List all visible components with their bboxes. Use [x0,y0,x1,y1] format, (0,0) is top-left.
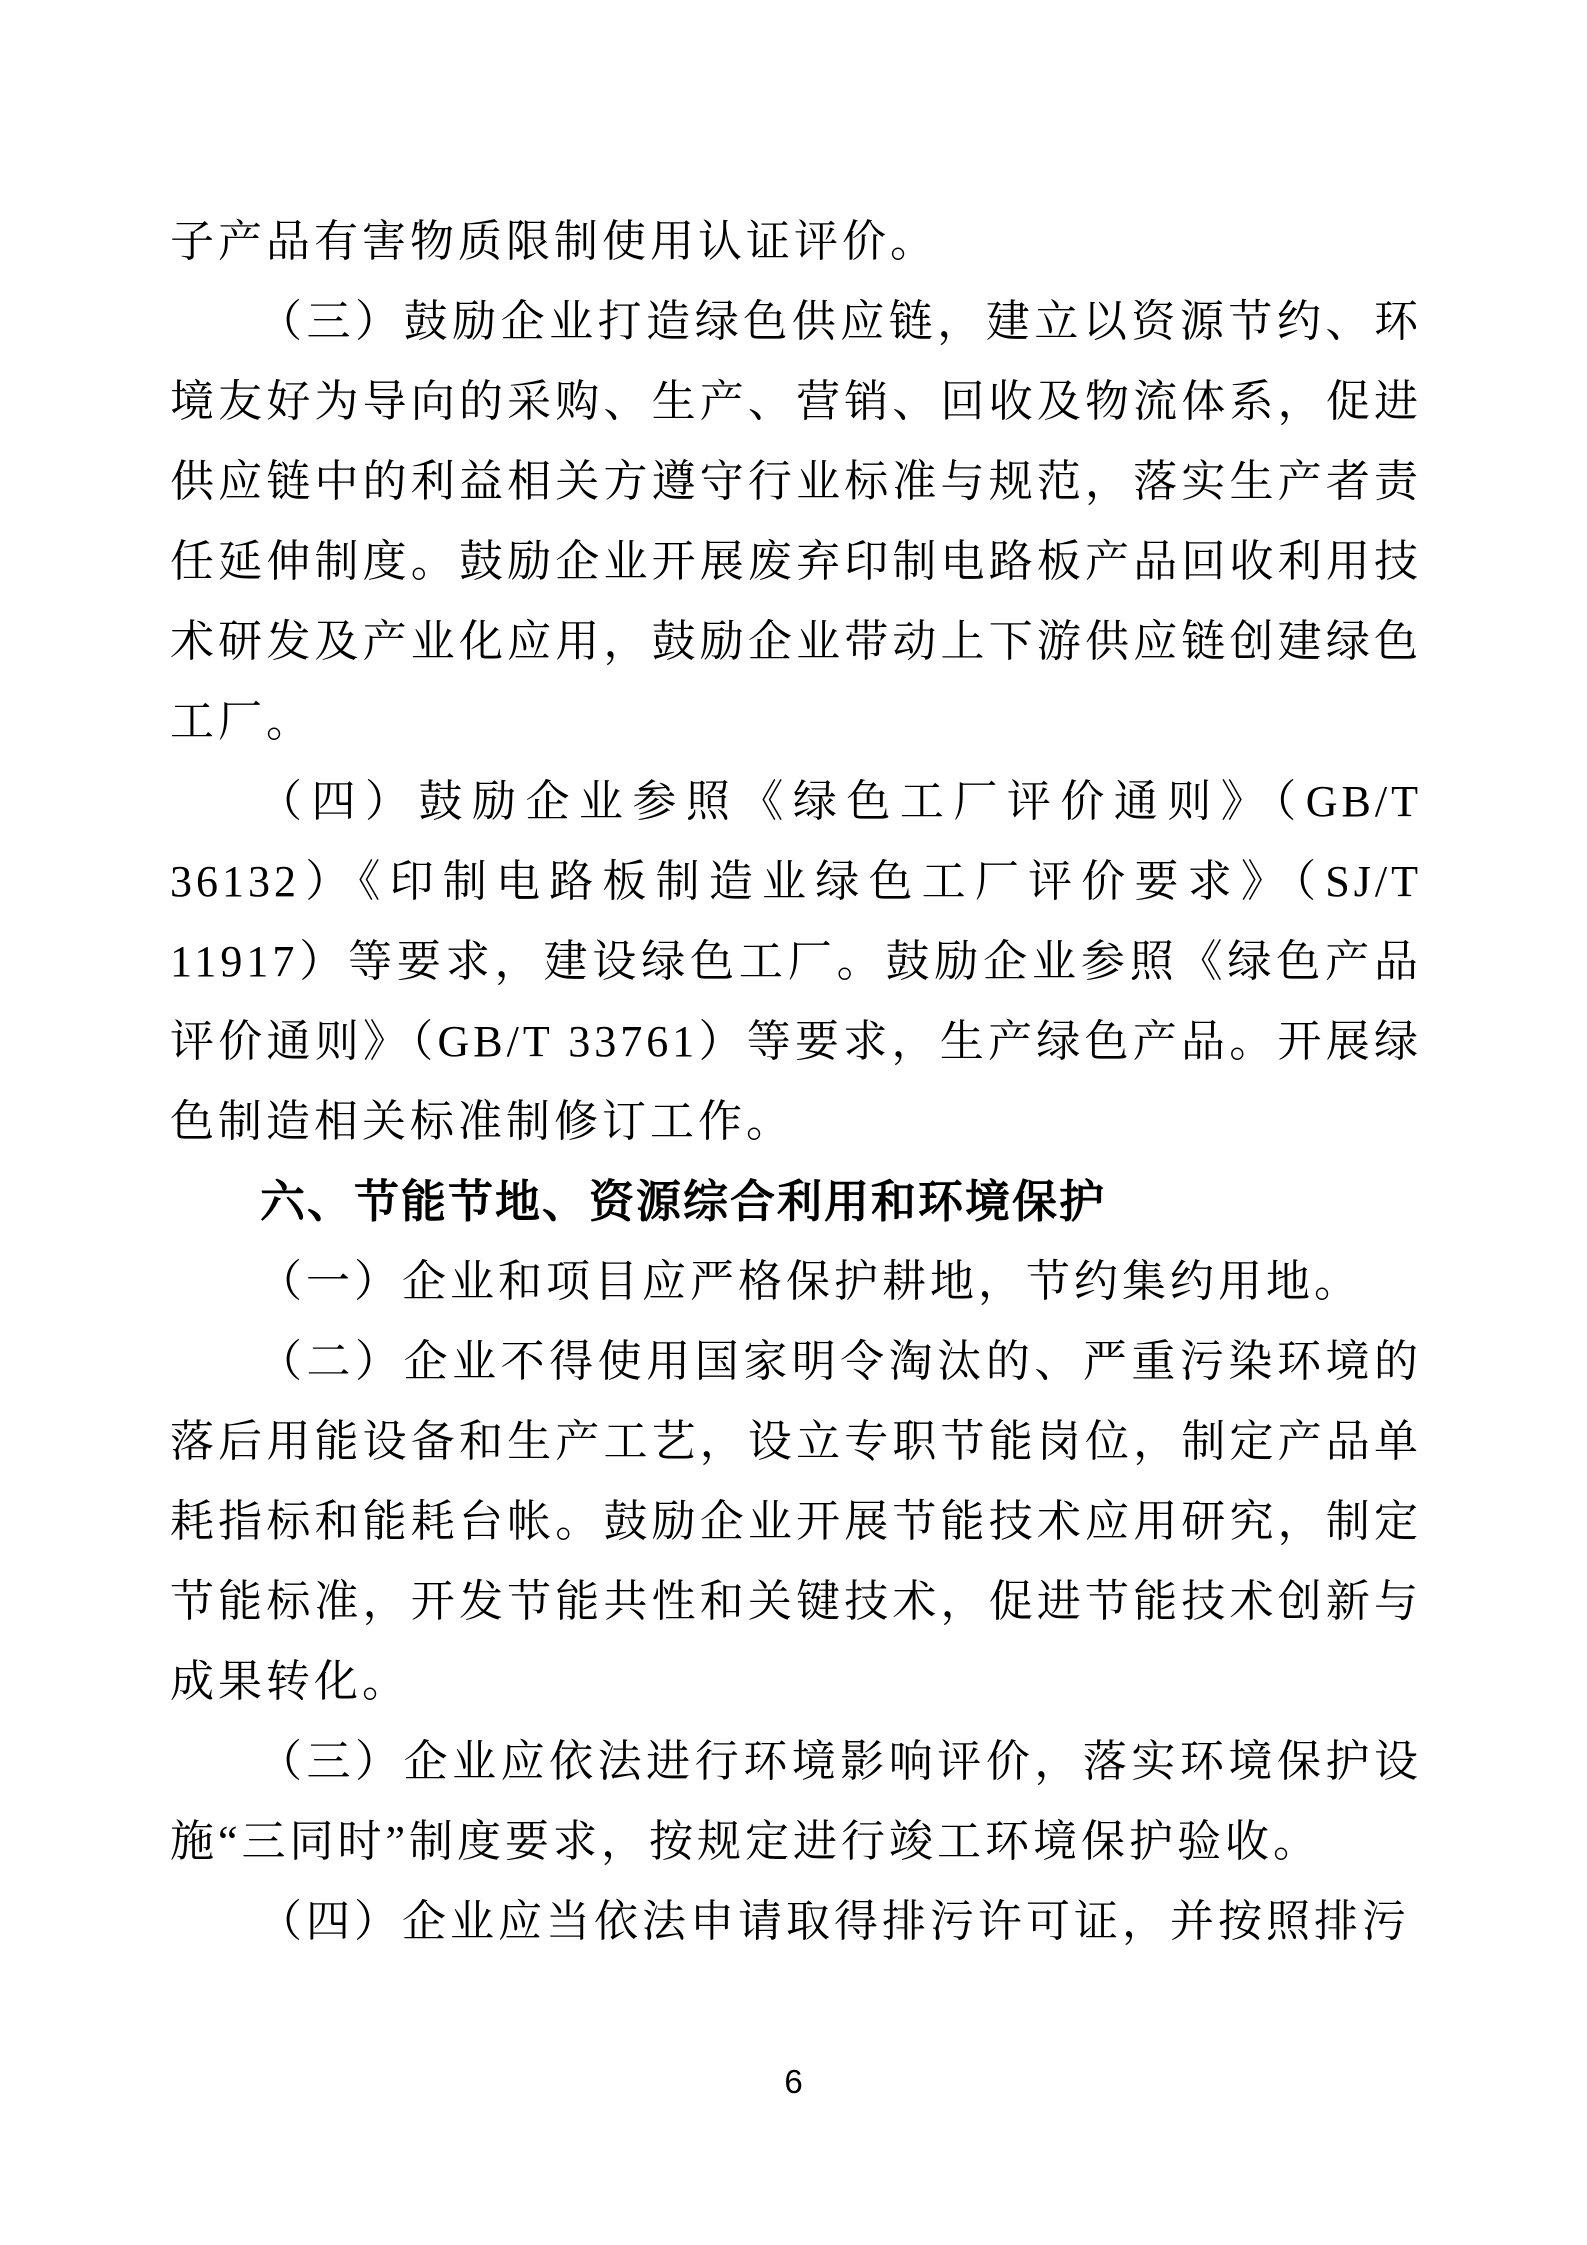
page-number: 6 [784,2063,803,2100]
paragraph-item-three: （三）鼓励企业打造绿色供应链，建立以资源节约、环境友好为导向的采购、生产、营销、回收及物流体系，促进供应链中的利益相关方遵守行业标准与规范，落实生产者责任延伸制度。鼓励企业开展废弃印制电路板产品回收利用技术研发及产业化应用，鼓励企业带动上下游供应链创建绿色工厂。 [170,297,1422,746]
paragraph-item-four: （四）鼓励企业参照《绿色工厂评价通则》（GB/T 36132）《印制电路板制造业绿色工厂评价要求》（SJ/T 11917）等要求，建设绿色工厂。鼓励企业参照《绿色产品评价通则》（GB/T 33761）等要求，生产绿色产品。开展绿色制造相关标准制修订工作。 [170,777,1422,1146]
section-paragraph-three: （三）企业应依法进行环境影响评价，落实环境保护设施“三同时”制度要求，按规定进行竣工环境保护验收。 [170,1737,1422,1866]
paragraph-continuation: 子产品有害物质限制使用认证评价。 [170,217,938,266]
section-heading-six: 六、节能节地、资源综合利用和环境保护 [260,1176,1107,1227]
section-paragraph-one: （一）企业和项目应严格保护耕地，节约集约用地。 [258,1257,1362,1306]
section-paragraph-four: （四）企业应当依法申请取得排污许可证，并按照排污 [258,1897,1410,1946]
document-content [170,202,1422,1962]
section-paragraph-two: （二）企业不得使用国家明令淘汰的、严重污染环境的落后用能设备和生产工艺，设立专职节能岗位，制定产品单耗指标和能耗台帐。鼓励企业开展节能技术应用研究，制定节能标准，开发节能共性和关键技术，促进节能技术创新与成果转化。 [170,1337,1422,1706]
